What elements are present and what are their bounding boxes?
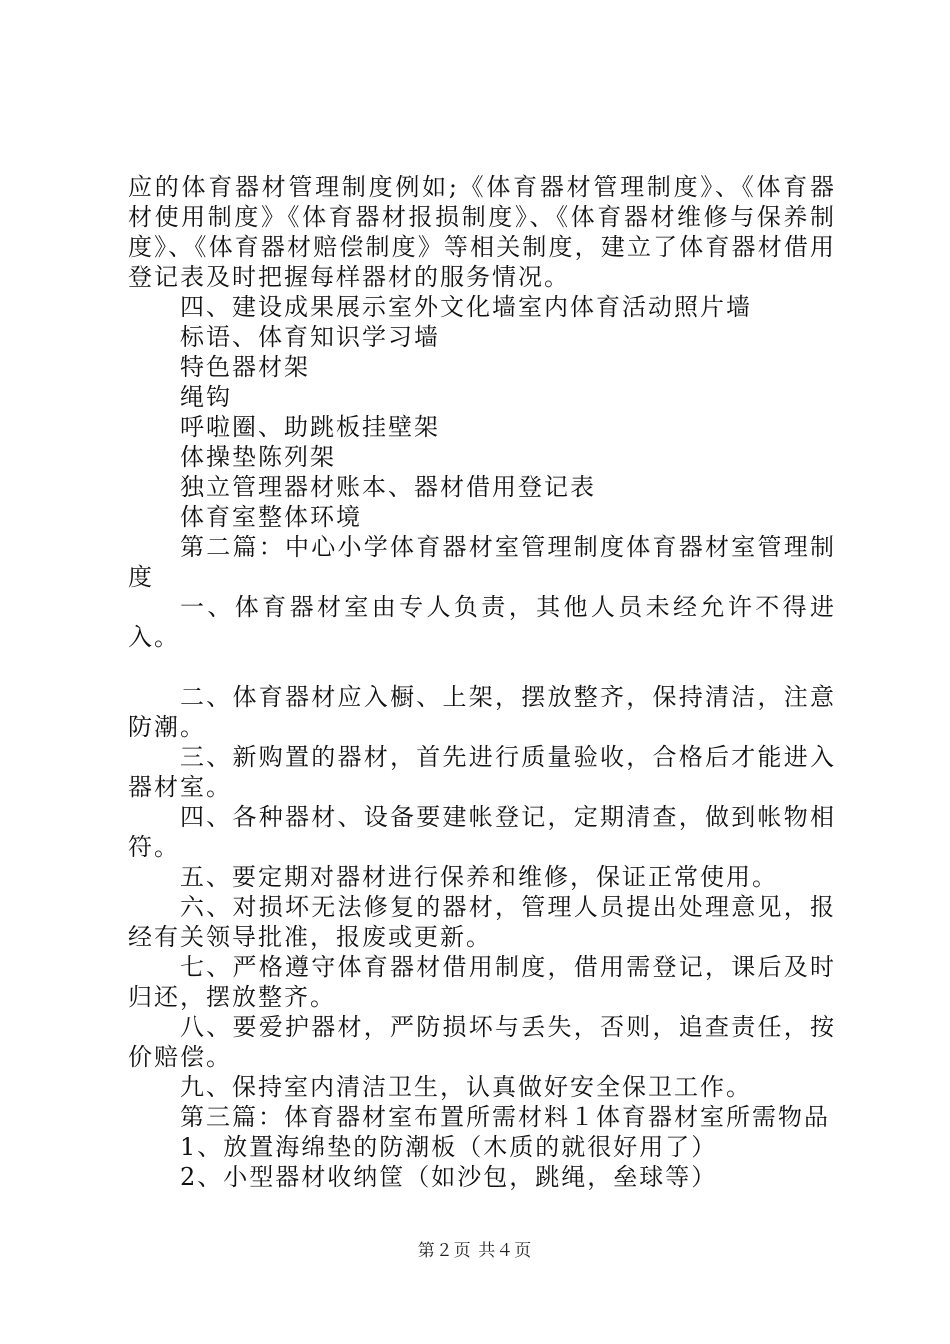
rule-three: 三、新购置的器材，首先进行质量验收，合格后才能进入器材室。 (128, 743, 836, 801)
rule-nine: 九、保持室内清洁卫生，认真做好安全保卫工作。 (180, 1073, 752, 1101)
list-item-ledger: 独立管理器材账本、器材借用登记表 (180, 473, 596, 501)
list-item-environment: 体育室整体环境 (180, 503, 362, 531)
list-item-mat-rack: 体操垫陈列架 (180, 443, 336, 471)
heading-part-two: 第二篇：中心小学体育器材室管理制度体育器材室管理制度 (128, 533, 836, 591)
rule-five: 五、要定期对器材进行保养和维修，保证正常使用。 (180, 863, 778, 891)
list-item-slogan-wall: 标语、体育知识学习墙 (180, 323, 440, 351)
list-item-rope-hook: 绳钩 (180, 383, 232, 411)
rule-two: 二、体育器材应入橱、上架，摆放整齐，保持清洁，注意防潮。 (128, 683, 836, 741)
heading-part-three: 第三篇：体育器材室布置所需材料１体育器材室所需物品 (180, 1103, 830, 1131)
list-item-equipment-rack: 特色器材架 (180, 353, 310, 381)
rule-seven: 七、严格遵守体育器材借用制度，借用需登记，课后及时归还，摆放整齐。 (128, 953, 836, 1011)
paragraph-section-four: 四、建设成果展示室外文化墙室内体育活动照片墙 (180, 293, 752, 321)
rule-eight: 八、要爱护器材，严防损坏与丢失，否则，追查责任，按价赔偿。 (128, 1013, 836, 1071)
item-storage-basket: 2、小型器材收纳筐（如沙包，跳绳，垒球等） (180, 1163, 718, 1191)
document-body (128, 172, 836, 1192)
rule-one: 一、体育器材室由专人负责，其他人员未经允许不得进入。 (128, 593, 836, 651)
list-item-hoop-rack: 呼啦圈、助跳板挂壁架 (180, 413, 440, 441)
rule-six: 六、对损坏无法修复的器材，管理人员提出处理意见，报经有关领导批准，报废或更新。 (128, 893, 836, 951)
page-footer: 第２页 共４页 (417, 1241, 533, 1261)
rule-four: 四、各种器材、设备要建帐登记，定期清查，做到帐物相符。 (128, 803, 836, 861)
item-moisture-board: 1、放置海绵垫的防潮板（木质的就很好用了） (180, 1133, 718, 1161)
paragraph-intro: 应的体育器材管理制度例如;《体育器材管理制度》、《体育器材使用制度》《体育器材报损制度》、《体育器材维修与保养制度》、《体育器材赔偿制度》等相关制度，建立了体育器材借用登记表及时把握每样器材的服务情况。 (128, 173, 836, 291)
